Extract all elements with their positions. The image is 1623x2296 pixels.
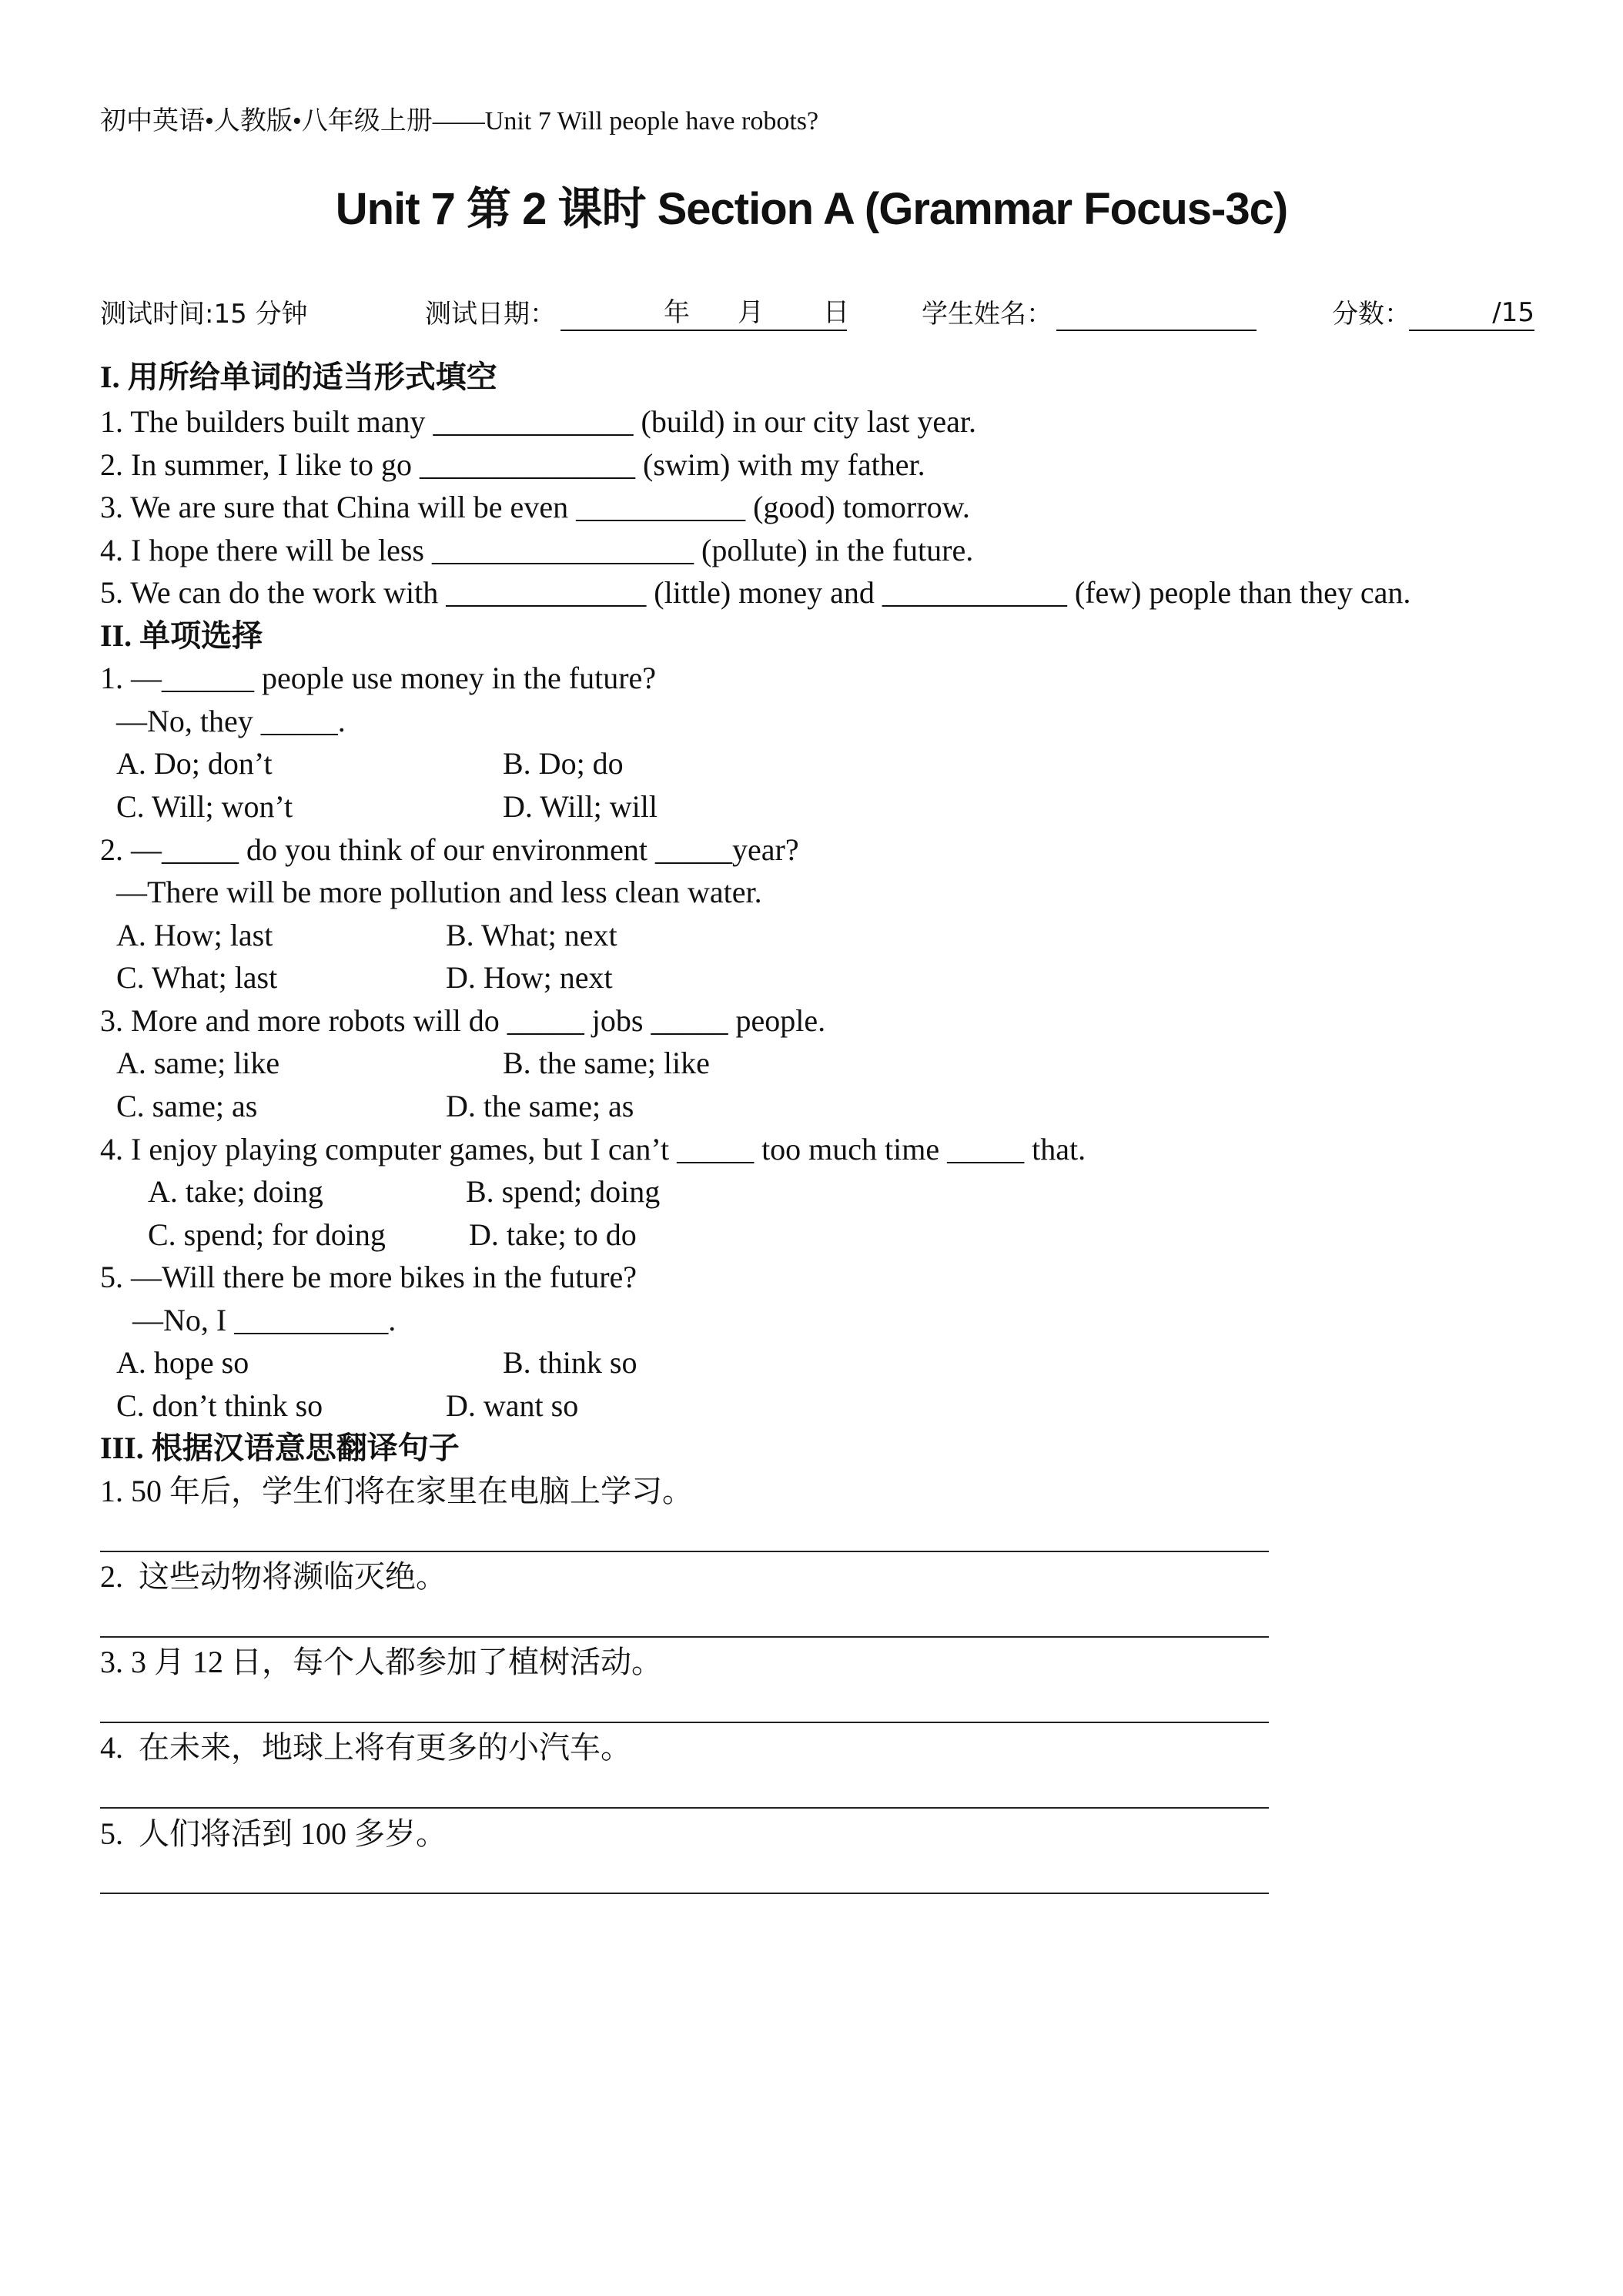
translation-item: 4. 在未来，地球上将有更多的小汽车。 <box>100 1730 631 1765</box>
answer-line <box>100 1551 1269 1552</box>
option-d: D. the same; as <box>446 1089 634 1123</box>
choice-question-reply: —No, they _____. <box>116 704 346 738</box>
translation-item: 1. 50 年后，学生们将在家里在电脑上学习。 <box>100 1474 693 1508</box>
option-b: B. What; next <box>446 918 617 952</box>
student-name-label: 学生姓名： <box>922 299 1052 330</box>
choice-question-reply: —No, I __________. <box>132 1303 397 1337</box>
fill-blank-item: 1. The builders built many _____________ (build) in our city last year. <box>100 404 976 439</box>
option-d: D. Will; will <box>503 789 658 824</box>
option-b: B. think so <box>503 1345 637 1380</box>
fill-blank-item: 2. In summer, I like to go ______________ (swim) with my father. <box>100 447 925 482</box>
choice-question-stem: 4. I enjoy playing computer games, but I can’t _____ too much time _____ that. <box>100 1132 1086 1166</box>
option-d: D. want so <box>446 1388 579 1423</box>
option-c: C. Will; won’t <box>116 789 293 824</box>
year-label: 年 <box>664 297 690 328</box>
choice-question-reply: —There will be more pollution and less clean water. <box>116 875 762 909</box>
test-date-label: 测试日期： <box>425 299 556 330</box>
section-1-heading: I. 用所给单词的适当形式填空 <box>100 360 497 394</box>
day-label: 日 <box>823 297 849 328</box>
test-date-blank <box>561 297 847 331</box>
option-b: B. Do; do <box>503 746 624 781</box>
choice-question-stem: 2. —_____ do you think of our environment _____year? <box>100 832 799 867</box>
score-blank <box>1409 297 1534 331</box>
section-3-heading: III. 根据汉语意思翻译句子 <box>100 1431 460 1465</box>
choice-question-stem: 3. More and more robots will do _____ jobs _____ people. <box>100 1003 826 1038</box>
translation-item: 3. 3 月 12 日，每个人都参加了植树活动。 <box>100 1645 662 1679</box>
fill-blank-item: 3. We are sure that China will be even ___________ (good) tomorrow. <box>100 490 970 524</box>
answer-line <box>100 1636 1269 1638</box>
answer-line <box>100 1893 1269 1894</box>
choice-question-stem: 5. —Will there be more bikes in the future? <box>100 1260 637 1294</box>
option-a: A. How; last <box>116 918 273 952</box>
option-b: B. the same; like <box>503 1046 710 1080</box>
choice-question-stem: 1. —______ people use money in the future? <box>100 661 657 695</box>
section-2-heading: II. 单项选择 <box>100 618 263 653</box>
option-c: C. spend; for doing <box>148 1217 386 1252</box>
fill-blank-item: 4. I hope there will be less _________________ (pollute) in the future. <box>100 533 974 567</box>
option-c: C. What; last <box>116 960 278 995</box>
option-b: B. spend; doing <box>466 1174 661 1209</box>
option-a: A. same; like <box>116 1046 280 1080</box>
translation-item: 5. 人们将活到 100 多岁。 <box>100 1816 447 1851</box>
fill-blank-item: 5. We can do the work with _____________ (little) money and ____________ (few) people than they can. <box>100 575 1411 610</box>
option-a: A. take; doing <box>148 1174 323 1209</box>
answer-line <box>100 1807 1269 1809</box>
option-a: A. Do; don’t <box>116 746 273 781</box>
score-total: /15 <box>1492 297 1534 328</box>
option-c: C. same; as <box>116 1089 258 1123</box>
option-a: A. hope so <box>116 1345 249 1380</box>
score-label: 分数： <box>1332 299 1411 330</box>
translation-item: 2. 这些动物将濒临灭绝。 <box>100 1559 447 1594</box>
option-d: D. How; next <box>446 960 613 995</box>
option-c: C. don’t think so <box>116 1388 323 1423</box>
option-d: D. take; to do <box>469 1217 637 1252</box>
test-time-label: 测试时间:15 分钟 <box>100 299 308 330</box>
month-label: 月 <box>738 297 764 328</box>
answer-line <box>100 1722 1269 1723</box>
running-header: 初中英语•人教版•八年级上册——Unit 7 Will people have robots? <box>100 107 819 136</box>
student-name-blank <box>1056 297 1257 331</box>
page-title: Unit 7 第 2 课时 Section A (Grammar Focus-3c) <box>335 184 1288 234</box>
